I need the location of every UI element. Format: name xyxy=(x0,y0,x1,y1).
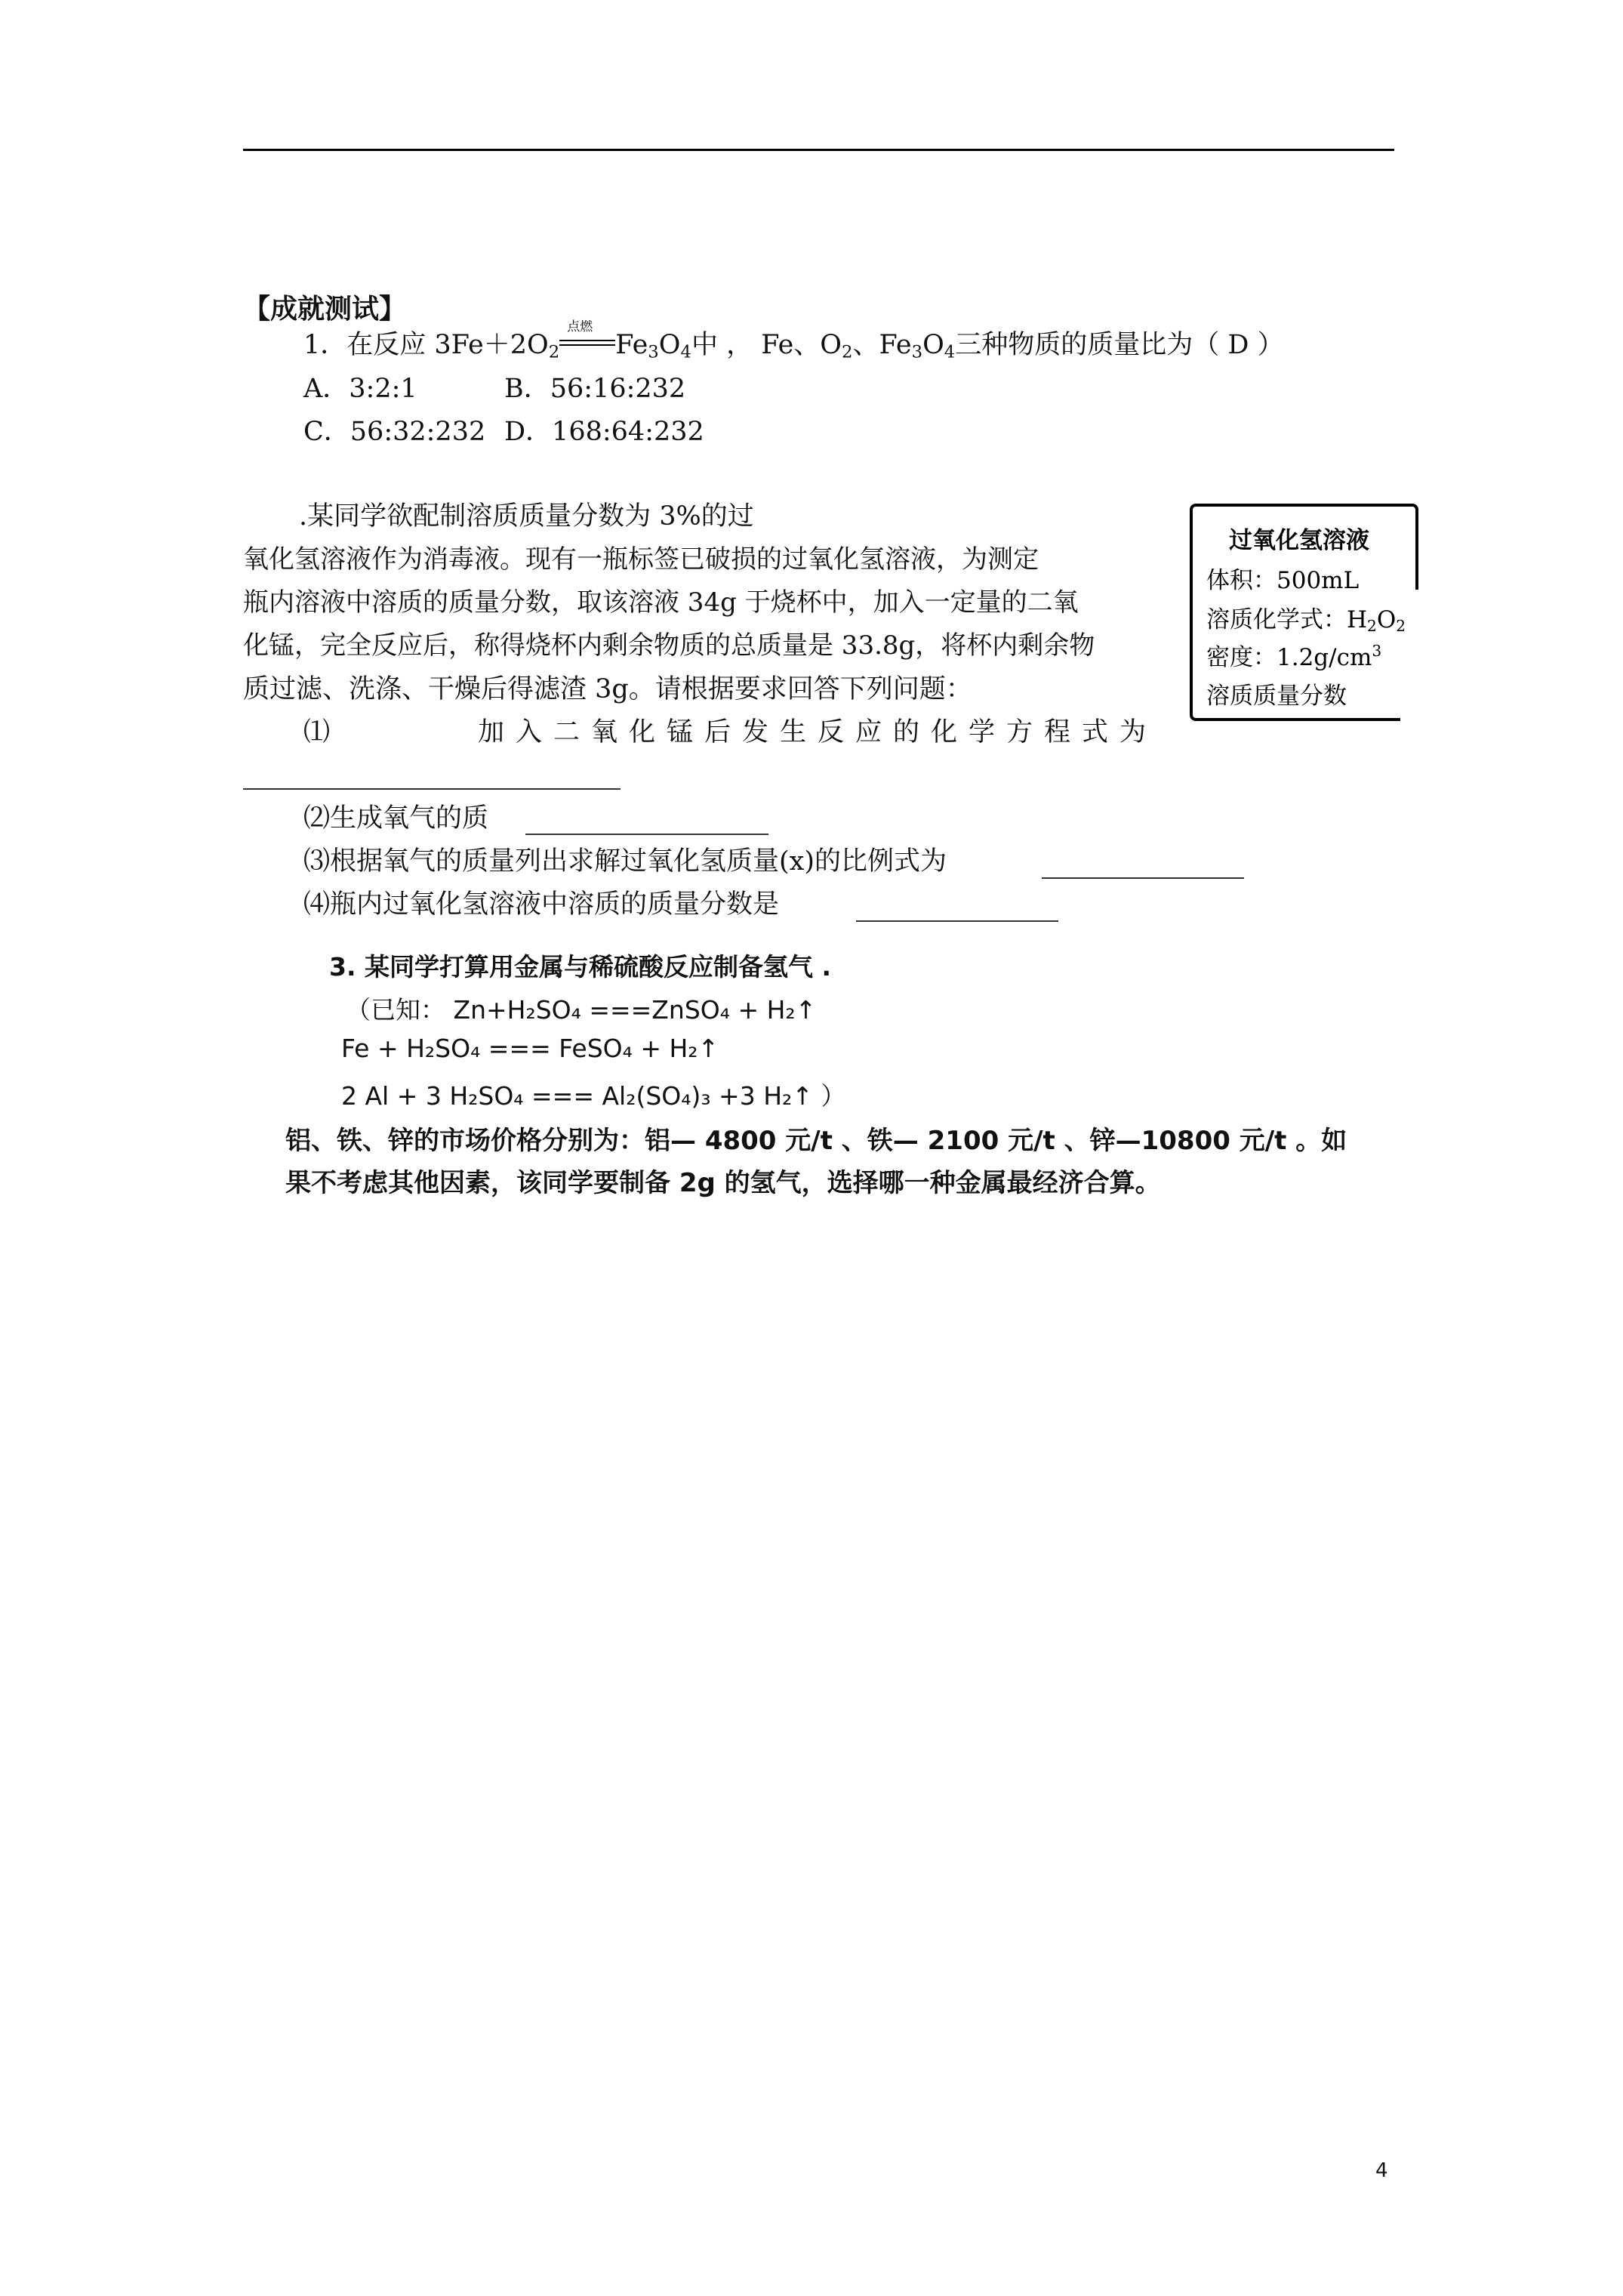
label-density: 密度：$1.2g/cm^3$ xyxy=(1206,641,1382,671)
answer-line-1 xyxy=(243,788,621,790)
q2-line-3: 瓶内溶液中溶质的质量分数，取该溶液 34g 于烧杯中，加入一定量的二氧 xyxy=(243,587,1079,618)
q1-stem: 1．在反应 $3Fe+2O_2$ 点燃 $Fe_3O_4$中 ， Fe、$O_2$、$Fe_3O_4$三种物质的质量比为（ D ） xyxy=(303,319,1284,362)
label-mass-fraction: 溶质质量分数 xyxy=(1206,683,1347,710)
q1-option-c: C．56:32:232 xyxy=(303,417,486,447)
page-number: 4 xyxy=(1375,2159,1388,2182)
q3-equation-1: （已知： Zn+H₂SO₄ ===ZnSO₄ + H₂↑ xyxy=(346,995,817,1025)
header-rule xyxy=(243,149,1394,151)
q2-sub4: ⑷瓶内过氧化氢溶液中溶质的质量分数是 xyxy=(303,889,780,920)
label-volume: 体积：500mL xyxy=(1206,567,1360,594)
answer-line-2 xyxy=(525,834,768,835)
label-formula: 溶质化学式：$H_2O_2$ xyxy=(1206,606,1406,636)
q3-prices: 铝、铁、锌的市场价格分别为：铝— 4800 元/t 、铁— 2100 元/t 、锌—10800 元/t 。如 xyxy=(285,1126,1347,1156)
q2-sub3: ⑶根据氧气的质量列出求解过氧化氢质量(x)的比例式为 xyxy=(303,846,947,877)
answer-line-3 xyxy=(1042,877,1244,879)
q3-equation-3: 2 Al + 3 H₂SO₄ === Al₂(SO₄)₃ +3 H₂↑ ） xyxy=(341,1081,846,1111)
label-title: 过氧化氢溶液 xyxy=(1229,527,1369,554)
q2-sub2: ⑵生成氧气的质 xyxy=(303,803,489,834)
q1-option-b: B．56:16:232 xyxy=(504,374,686,404)
q2-line-5: 质过滤、洗涤、干燥后得滤渣 3g。请根据要求回答下列问题： xyxy=(243,674,972,704)
q3-title: 3. 某同学打算用金属与稀硫酸反应制备氢气 . xyxy=(329,952,832,982)
q3-equation-2: Fe + H₂SO₄ === FeSO₄ + H₂↑ xyxy=(341,1034,719,1063)
reaction-arrow: 点燃 xyxy=(559,337,615,352)
q2-line-2: 氧化氢溶液作为消毒液。现有一瓶标签已破损的过氧化氢溶液，为测定 xyxy=(243,544,1039,575)
q3-question: 果不考虑其他因素，该同学要制备 2g 的氢气，选择哪一种金属最经济合算。 xyxy=(285,1168,1161,1198)
answer-line-4 xyxy=(856,920,1058,922)
q1-option-a: A．3:2:1 xyxy=(303,374,417,404)
q1-option-d: D．168:64:232 xyxy=(504,417,704,447)
q2-sub1-text: 加入二氧化锰后发生反应的化学方程式为 xyxy=(478,717,1158,747)
q2-line-1: .某同学欲配制溶质质量分数为 3%的过 xyxy=(299,501,754,532)
q2-sub1-number: ⑴ xyxy=(303,717,331,747)
section-title: 【成就测试】 xyxy=(243,293,407,325)
q2-line-4: 化锰，完全反应后，称得烧杯内剩余物质的总质量是 33.8g，将杯内剩余物 xyxy=(243,630,1095,661)
